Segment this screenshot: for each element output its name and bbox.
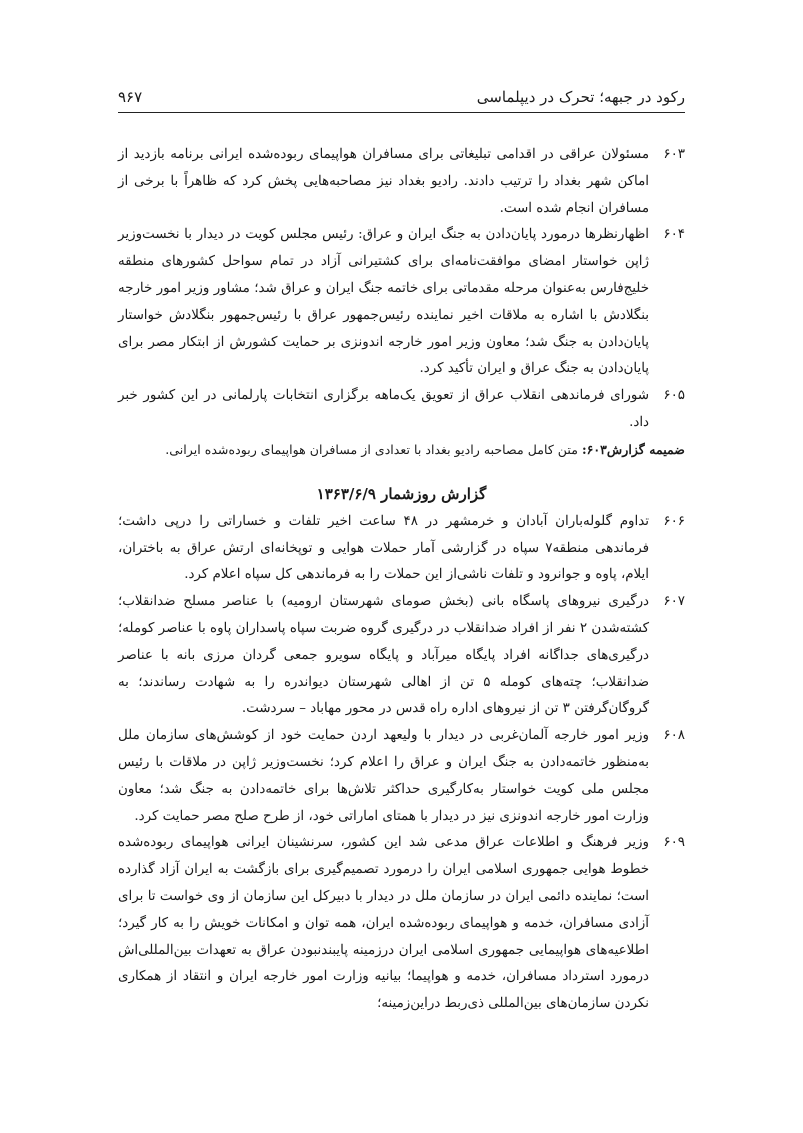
entry-text: درگیری نیروهای پاسگاه بانی (بخش صومای شهرستان ارومیه) با عناصر مسلح ضدانقلاب؛ کشته‌شدن ۲ نفر از افراد ضدانقلاب در درگیری گروه ضربت سپاه پاسداران پاوه با عناصر کومله؛ درگیری‌های جداگانه افراد پایگاه میرآباد و پایگاه سویرو جمعی گردان مرزی بانه با عناصر ضدانقلاب؛ چته‌های کومله ۵ تن از اهالی شهرستان دیواندره را به شهادت رساندند؛ به گروگان‌گرفتن ۳ تن از نیروهای اداره راه قدس در محور مهاباد – سردشت. xyxy=(118,594,649,717)
entry-number: ۶۰۵ xyxy=(663,388,685,404)
section-heading: گزارش روزشمار ۱۳۶۳/۶/۹ xyxy=(316,484,487,503)
entry-text: اظهارنظرها درمورد پایان‌دادن به جنگ ایران و عراق: رئیس مجلس کویت در دیدار با نخست‌وزیر ژاپن خواستار امضای موافقت‌نامه‌ای برای کشتیرانی آزاد در تمام سواحل کشورهای منطقه خلیج‌فارس به‌عنوان مرحله مقدماتی برای خاتمه جنگ ایران و عراق شد؛ مشاور وزیر امور خارجه بنگلادش با اشاره به ملاقات اخیر نماینده رئیس‌جمهور عراق با رئیس‌جمهور بنگلادش خواستار پایان‌دادن به جنگ شد؛ معاون وزیر امور خارجه اندونزی بر حمایت کشورش از ابتکار مصر برای پایان‌دادن به جنگ عراق و ایران تأکید کرد. xyxy=(118,227,649,377)
entry-text: مسئولان عراقی در اقدامی تبلیغاتی برای مسافران هواپیمای ربوده‌شده ایرانی برنامه بازدید از اماکن شهر بغداد را ترتیب دادند. رادیو بغداد نیز مصاحبه‌هایی پخش کرد که ظاهراً با برخی از مسافران انجام شده است. xyxy=(118,147,649,216)
report-entry xyxy=(118,142,685,222)
report-entry xyxy=(118,830,685,1018)
report-entry xyxy=(118,509,685,589)
entry-text: تداوم گلوله‌باران آبادان و خرمشهر در ۴۸ ساعت اخیر تلفات و خساراتی را درپی داشت؛ فرماندهی منطقه۷ سپاه در گزارشی آمار حملات هوایی و توپخانه‌ای ارتش عراق به باختران، ایلام، پاوه و جوانرود و تلفات ناشی‌از این حملات را به فرماندهی کل سپاه اعلام کرد. xyxy=(118,513,649,583)
entry-text: وزیر فرهنگ و اطلاعات عراق مدعی شد این کشور، سرنشینان ایرانی هواپیمای ربوده‌شده خطوط هوایی جمهوری اسلامی ایران را درمورد تصمیم‌گیری برای بازگشت به ایران آزاد گذارده است؛ نماینده دائمی ایران در سازمان ملل در دیدار با دبیرکل این سازمان از وی خواست تا برای آزادی مسافران، خدمه و هواپیمای ربوده‌شده ایران، همه توان و امکانات خویش را به کار گیرد؛ اطلاعیه‌های هواپیمایی جمهوری اسلامی ایران درزمینه پایبندنبودن عراق به تعهدات بین‌المللی‌اش درمورد استرداد مسافران، خدمه و هواپیما؛ بیانیه وزارت امور خارجه ایران و انتقاد از همکاری نکردن سازمان‌های بین‌المللی ذی‌ربط دراین‌زمینه؛ xyxy=(118,835,649,1012)
appendix-text: متن کامل مصاحبه رادیو بغداد با تعدادی از مسافران هواپیمای ربوده‌شده ایرانی. xyxy=(165,441,582,457)
entry-number: ۶۰۴ xyxy=(663,227,685,243)
report-entry xyxy=(118,589,685,723)
page-content xyxy=(118,142,685,1018)
appendix-note xyxy=(118,437,685,463)
report-entry xyxy=(118,383,685,437)
entry-text: وزیر امور خارجه آلمان‌غربی در دیدار با ولیعهد اردن حمایت خود از کوشش‌های سازمان ملل به‌منظور خاتمه‌دادن به جنگ ایران و عراق را اعلام کرد؛ نخست‌وزیر ژاپن در ملاقات با رئیس مجلس ملی کویت خواستار به‌کارگیری حداکثر تلاش‌ها برای خاتمه‌دادن به جنگ شد؛ معاون وزارت امور خارجه اندونزی نیز در دیدار با همتای اماراتی خود، از طرح صلح مصر حمایت کرد. xyxy=(118,728,649,824)
report-entry xyxy=(118,723,685,830)
page-number: ۹۶۷ xyxy=(118,88,143,106)
appendix-label: ضمیمه گزارش۶۰۳: xyxy=(581,441,685,457)
entry-number: ۶۰۹ xyxy=(663,835,685,851)
entry-number: ۶۰۸ xyxy=(663,728,685,744)
entry-text: شورای فرماندهی انقلاب عراق از تعویق یک‌ماهه برگزاری انتخابات پارلمانی در این کشور خبر داد. xyxy=(118,388,649,430)
running-header xyxy=(118,88,685,113)
entry-number: ۶۰۶ xyxy=(663,513,685,529)
report-entry xyxy=(118,222,685,383)
entry-number: ۶۰۷ xyxy=(663,594,685,610)
entry-number: ۶۰۳ xyxy=(663,147,685,162)
header-title: رکود در جبهه؛ تحرک در دیپلماسی xyxy=(476,88,685,106)
